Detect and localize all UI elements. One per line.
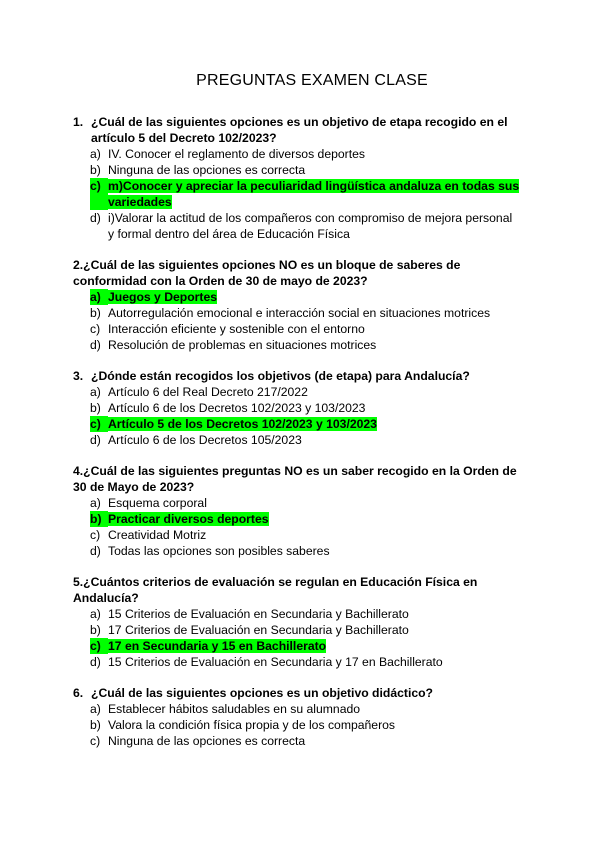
option-text: Esquema corporal [108, 496, 207, 510]
question-text: ¿Dónde están recogidos los objetivos (de etapa) para Andalucía? [91, 369, 470, 383]
option-letter: a) [90, 147, 101, 161]
option-text: Artículo 6 de los Decretos 102/2023 y 103/2023 [108, 401, 366, 415]
options-list [0, 146, 600, 242]
question-2 [0, 257, 600, 353]
option-text [108, 638, 520, 654]
question-heading [0, 257, 600, 289]
option-text: Resolución de problemas en situaciones motrices [108, 338, 377, 352]
correct-option [90, 289, 600, 305]
correct-option [90, 638, 600, 654]
question-number: 2. [73, 258, 84, 272]
answer-option [90, 146, 600, 162]
option-letter: d) [90, 544, 101, 558]
options-list [0, 384, 600, 448]
option-text: Ninguna de las opciones es correcta [108, 734, 306, 748]
option-letter: c) [90, 638, 108, 654]
question-5 [0, 574, 600, 670]
question-number: 1. [73, 115, 84, 129]
option-text: 17 Criterios de Evaluación en Secundaria y Bachillerato [108, 623, 409, 637]
option-text [108, 178, 520, 210]
question-number: 3. [73, 369, 84, 383]
question-text: ¿Cuál de las siguientes opciones es un objetivo didáctico? [91, 686, 433, 700]
question-text-block [73, 574, 520, 606]
question-heading [0, 685, 600, 701]
answer-option [90, 495, 600, 511]
option-text: Artículo 6 del Real Decreto 217/2022 [108, 385, 308, 399]
answer-option [90, 400, 600, 416]
options-list [0, 495, 600, 559]
option-letter: a) [90, 385, 101, 399]
option-text: IV. Conocer el reglamento de diversos deportes [108, 147, 365, 161]
answer-option [90, 305, 600, 321]
answer-option [90, 654, 600, 670]
correct-option [90, 416, 600, 432]
answer-option [90, 321, 600, 337]
option-letter: b) [90, 401, 101, 415]
question-text-block [73, 257, 520, 289]
option-text [108, 289, 520, 305]
option-letter: b) [90, 163, 101, 177]
highlighted-answer: Juegos y Deportes [108, 290, 218, 304]
option-letter: c) [90, 528, 101, 542]
question-text: ¿Cuántos criterios de evaluación se regulan en Educación Física en Andalucía? [73, 575, 478, 605]
question-6 [0, 685, 600, 749]
option-text: 15 Criterios de Evaluación en Secundaria y Bachillerato [108, 607, 409, 621]
question-4 [0, 463, 600, 559]
option-letter: d) [90, 211, 101, 225]
question-text: ¿Cuál de las siguientes opciones NO es un bloque de saberes de conformidad con la Orden de 30 de mayo de 2023? [73, 258, 461, 288]
option-letter: b) [90, 718, 101, 732]
options-list [0, 289, 600, 353]
option-text [108, 511, 520, 527]
option-letter: d) [90, 433, 101, 447]
question-number: 5. [73, 575, 84, 589]
answer-option [90, 432, 600, 448]
answer-option [90, 543, 600, 559]
answer-option [90, 384, 600, 400]
highlighted-answer: 17 en Secundaria y 15 en Bachillerato [108, 639, 327, 653]
highlighted-answer: m)Conocer y apreciar la peculiaridad lingüística andaluza en todas sus variedades [108, 179, 520, 209]
question-1 [0, 114, 600, 242]
answer-option [90, 210, 600, 242]
option-letter: a) [90, 702, 101, 716]
option-text: i)Valorar la actitud de los compañeros con compromiso de mejora personal y formal dentro del área de Educación Física [108, 211, 513, 241]
option-letter: c) [90, 322, 101, 336]
question-heading [0, 574, 600, 606]
correct-option [90, 511, 600, 527]
option-text: Valora la condición física propia y de los compañeros [108, 718, 396, 732]
page-title: PREGUNTAS EXAMEN CLASE [196, 72, 428, 89]
highlighted-answer: Artículo 5 de los Decretos 102/2023 y 103/2023 [108, 417, 377, 431]
answer-option [90, 606, 600, 622]
option-letter: d) [90, 338, 101, 352]
questions-list [0, 114, 600, 749]
option-letter: b) [90, 623, 101, 637]
question-number: 4. [73, 464, 84, 478]
option-letter: c) [90, 178, 108, 210]
options-list [0, 606, 600, 670]
question-heading [0, 114, 600, 146]
answer-option [90, 733, 600, 749]
option-letter: d) [90, 655, 101, 669]
option-text: Interacción eficiente y sostenible con el entorno [108, 322, 365, 336]
option-text: Autorregulación emocional e interacción social en situaciones motrices [108, 306, 491, 320]
option-text [108, 416, 520, 432]
question-text: ¿Cuál de las siguientes preguntas NO es un saber recogido en la Orden de 30 de Mayo de 2023? [73, 464, 517, 494]
options-list [0, 701, 600, 749]
answer-option [90, 622, 600, 638]
option-letter: a) [90, 289, 108, 305]
question-number: 6. [73, 686, 84, 700]
option-letter: c) [90, 416, 108, 432]
question-3 [0, 368, 600, 448]
option-letter: a) [90, 496, 101, 510]
answer-option [90, 717, 600, 733]
correct-option [90, 178, 600, 210]
option-letter: b) [90, 306, 101, 320]
option-text: Ninguna de las opciones es correcta [108, 163, 306, 177]
option-text: Establecer hábitos saludables en su alumnado [108, 702, 361, 716]
question-text: ¿Cuál de las siguientes opciones es un objetivo de etapa recogido en el artículo 5 del Decreto 102/2023? [91, 115, 508, 145]
option-letter: c) [90, 734, 101, 748]
option-text: Creatividad Motriz [108, 528, 207, 542]
answer-option [90, 701, 600, 717]
option-text: Artículo 6 de los Decretos 105/2023 [108, 433, 302, 447]
question-heading [0, 463, 600, 495]
option-letter: a) [90, 607, 101, 621]
option-text: Todas las opciones son posibles saberes [108, 544, 330, 558]
option-text: 15 Criterios de Evaluación en Secundaria y 17 en Bachillerato [108, 655, 443, 669]
option-letter: b) [90, 511, 108, 527]
question-heading [0, 368, 600, 384]
highlighted-answer: Practicar diversos deportes [108, 512, 269, 526]
question-text-block [73, 463, 520, 495]
answer-option [90, 162, 600, 178]
answer-option [90, 337, 600, 353]
answer-option [90, 527, 600, 543]
